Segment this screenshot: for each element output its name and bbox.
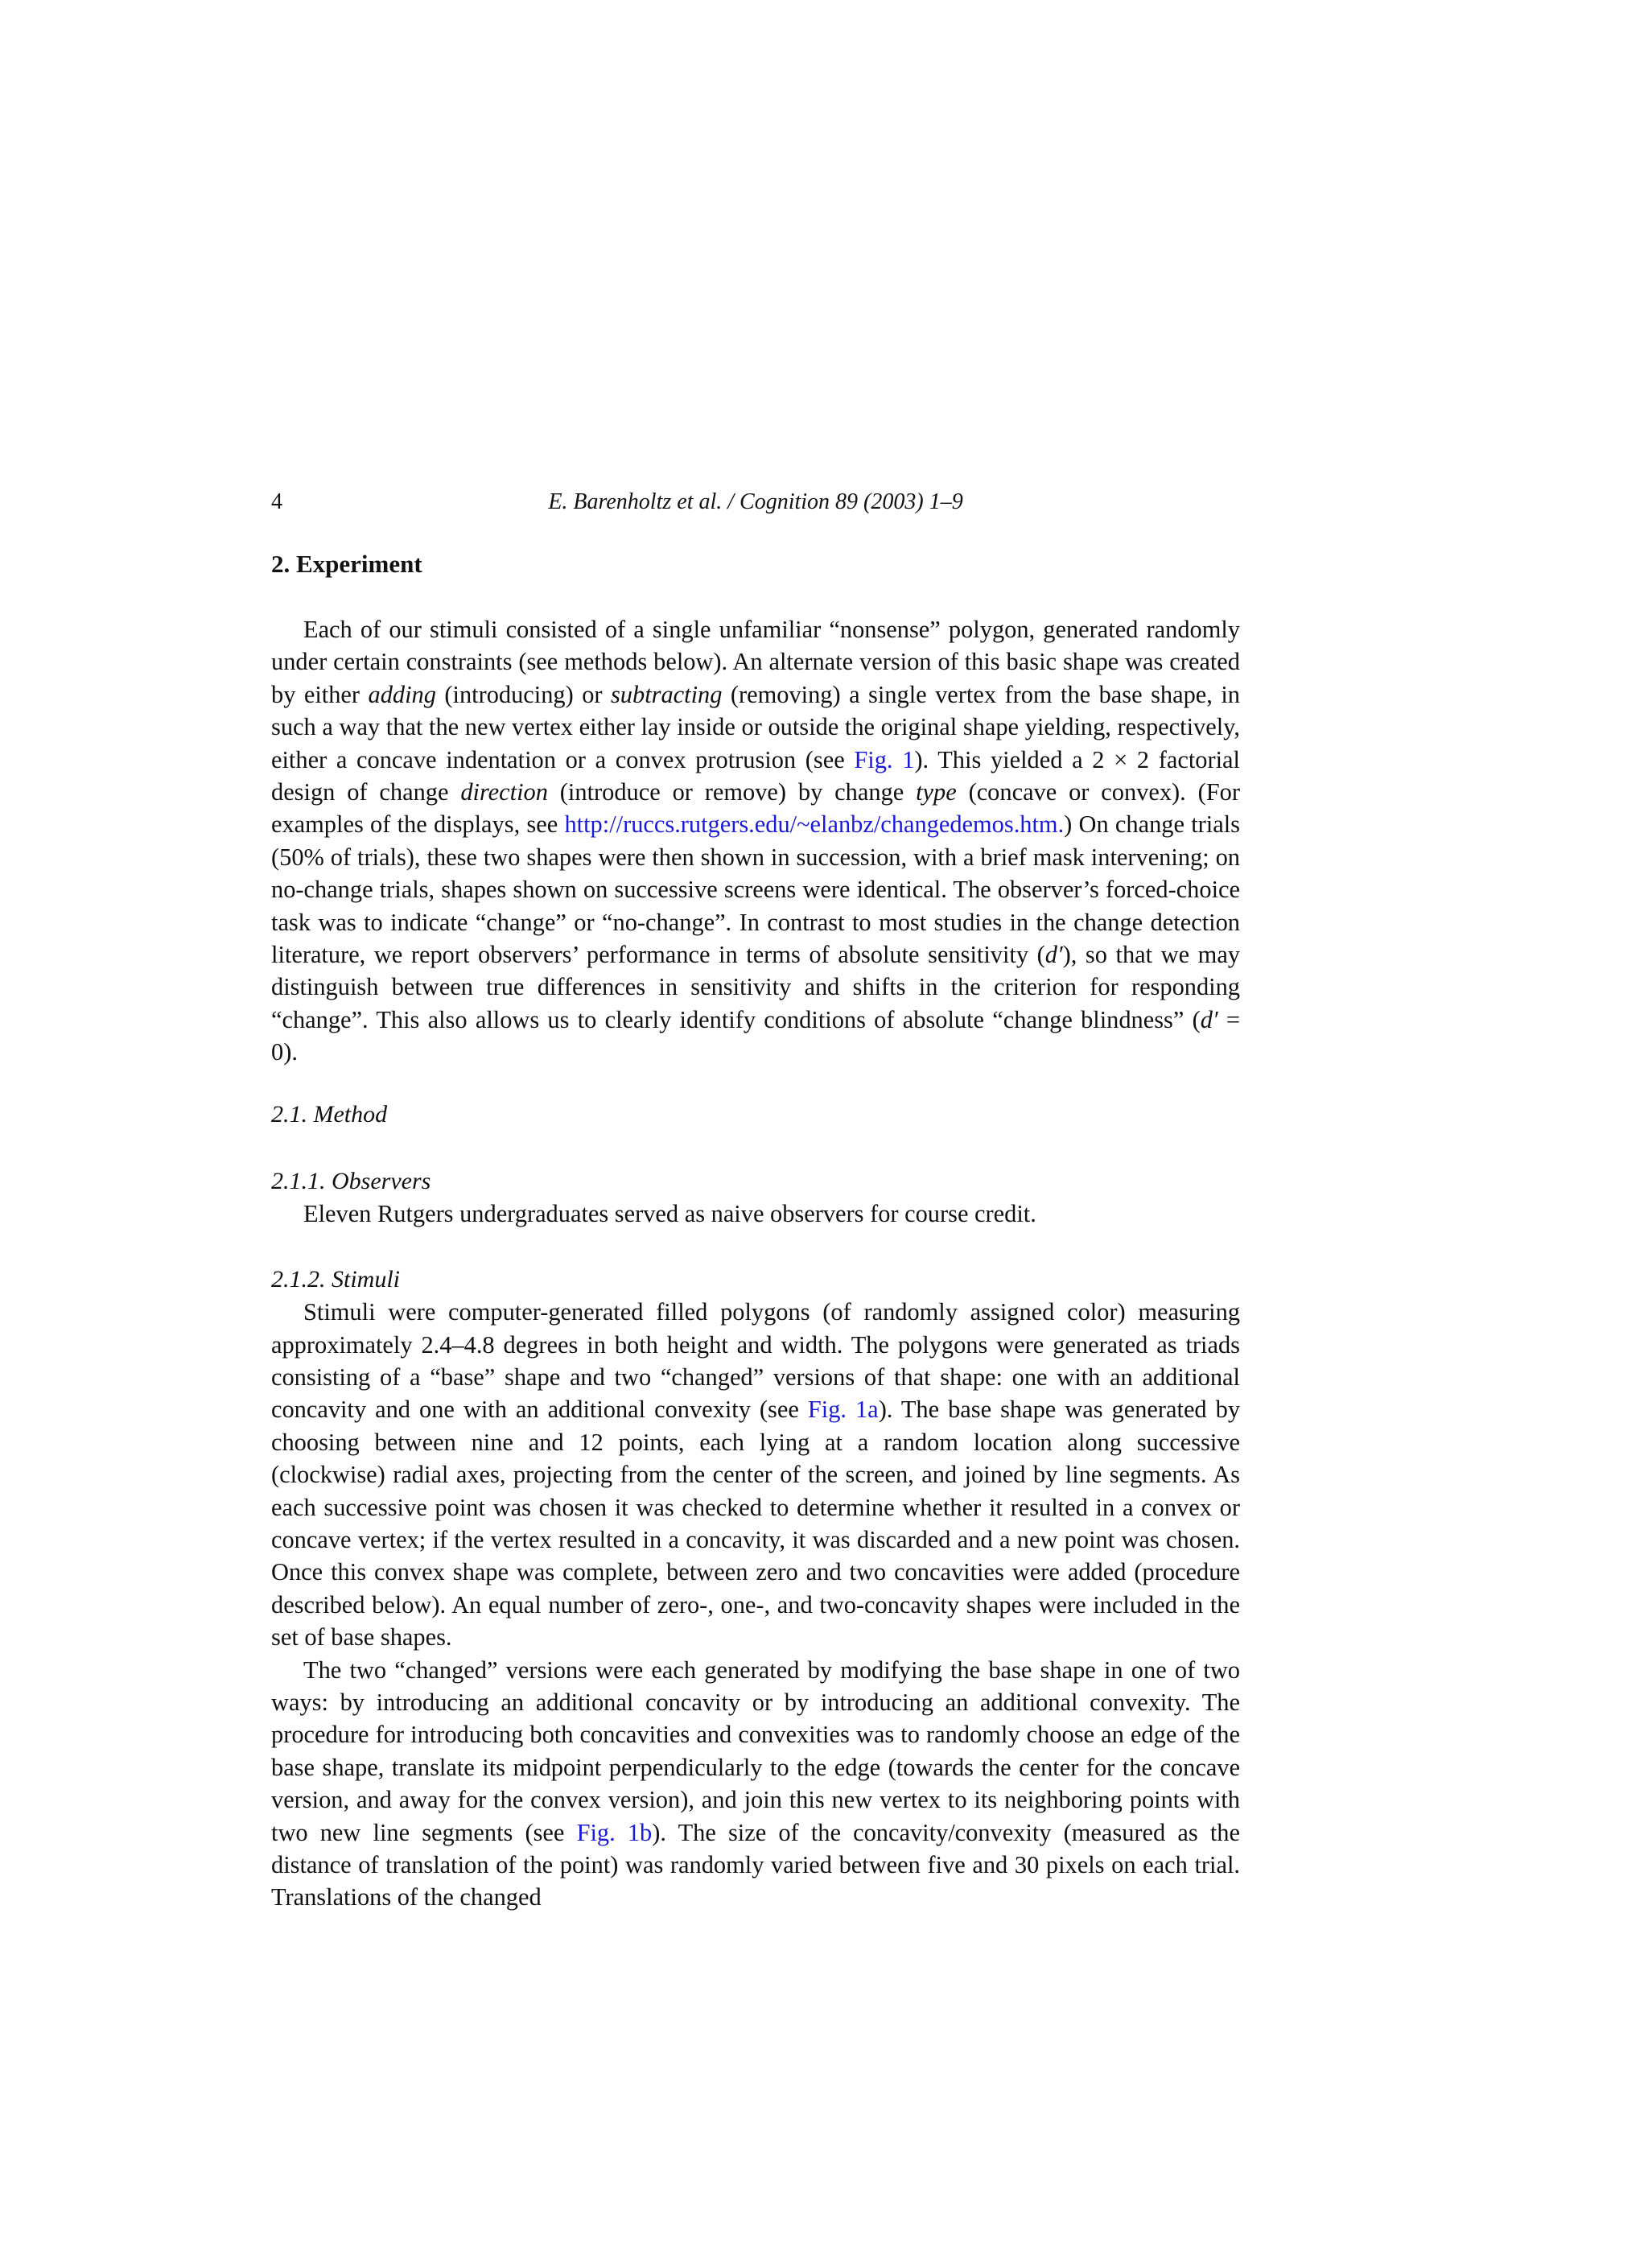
d-prime-symbol: d′ xyxy=(1044,941,1063,969)
intro-text: (introduce or remove) by change xyxy=(547,778,917,806)
journal-reference: E. Barenholtz et al. / Cognition 89 (2003) 1–9 xyxy=(548,489,963,514)
intro-text: (introducing) or xyxy=(435,680,611,708)
stimuli-text: The two “changed” versions were each generated by modifying the base shape in one of two ways: by introducing an additional concavity or by introducing an additional convexity. The procedure for introducing both concavities and convexities was to randomly choose an edge of the base shape, translate its midpoint perpendicularly to the edge (towards the center for the concave version, and away for the convex version), and join this new vertex to its neighboring points with two new line segments (see xyxy=(271,1656,1240,1846)
intro-text: ), so that we may distinguish between true differences in sensitivity and shifts in the criterion for responding “change”. This also allows us to clearly identify conditions of absolute “change blindness” ( xyxy=(271,941,1240,1033)
intro-text: Each of our stimuli consisted of a single unfamiliar “nonsense” polygon, generated randomly under certain constraints (see methods below). An alternate version of this basic shape was created by either xyxy=(271,616,1240,708)
intro-emphasis-subtracting: subtracting xyxy=(610,680,723,708)
figure-1a-link[interactable]: Fig. 1a xyxy=(807,1396,879,1424)
intro-emphasis-type: type xyxy=(916,778,957,806)
stimuli-text: ). The base shape was generated by choosing between nine and 12 points, each lying at a random location along successive (clockwise) radial axes, projecting from the center of the screen, and joined by line segments. As each successive point was chosen it was checked to determine whether it resulted in a convex or concave vertex; if the vertex resulted in a concavity, it was discarded and a new point was chosen. Once this convex shape was complete, between zero and two concavities were added (procedure described below). An equal number of zero-, one-, and two-concavity shapes were included in the set of base shapes. xyxy=(271,1396,1241,1652)
figure-1-link[interactable]: Fig. 1 xyxy=(854,745,915,773)
section-heading-experiment: 2. Experiment xyxy=(271,550,422,578)
stimuli-text: Stimuli were computer-generated filled polygons (of randomly assigned color) measuring approximately 2.4–4.8 degrees in both height and width. The polygons were generated as triads consisting of a “base” shape and two “changed” versions of that shape: one with an additional concavity and one with an additional convexity (see xyxy=(271,1298,1240,1424)
intro-text: (concave or convex). (For examples of the displays, see xyxy=(271,778,1240,839)
stimuli-text: ). The size of the concavity/convexity (measured as the distance of translation of the point) was randomly varied between five and 30 pixels on each trial. Translations of the changed xyxy=(271,1818,1240,1911)
intro-emphasis-adding: adding xyxy=(368,680,436,708)
d-prime-symbol: d′ xyxy=(1200,1005,1218,1033)
subsubsection-heading-stimuli: 2.1.2. Stimuli xyxy=(271,1266,401,1293)
intro-text: ). This yielded a 2 × 2 factorial design of change xyxy=(271,745,1240,806)
observers-paragraph: Eleven Rutgers undergraduates served as naive observers for course credit. xyxy=(303,1199,1036,1227)
figure-1b-link[interactable]: Fig. 1b xyxy=(576,1818,653,1846)
journal-page xyxy=(271,486,1240,1914)
page-number: 4 xyxy=(271,489,282,514)
demos-url-link[interactable]: http://ruccs.rutgers.edu/~elanbz/changedemos.htm. xyxy=(564,810,1065,839)
experiment-intro-paragraph xyxy=(271,613,1240,1069)
stimuli-paragraph-2 xyxy=(271,1654,1240,1914)
subsection-heading-method: 2.1. Method xyxy=(271,1100,388,1128)
subsubsection-heading-observers: 2.1.1. Observers xyxy=(271,1167,431,1194)
intro-emphasis-direction: direction xyxy=(460,778,548,806)
intro-text: (removing) a single vertex from the base shape, in such a way that the new vertex either lay inside or outside the original shape yielding, respectively, either a concave indentation or a convex protrusion (see xyxy=(271,680,1240,773)
running-head xyxy=(271,486,1240,518)
intro-text: = 0). xyxy=(271,1005,1240,1066)
stimuli-paragraph-1 xyxy=(271,1296,1240,1653)
intro-text: ) On change trials (50% of trials), these two shapes were then shown in succession, with a brief mask intervening; on no-change trials, shapes shown on successive screens were identical. The observer’s forced-choice task was to indicate “change” or “no-change”. In contrast to most studies in the change detection literature, we report observers’ performance in terms of absolute sensitivity ( xyxy=(271,810,1240,969)
